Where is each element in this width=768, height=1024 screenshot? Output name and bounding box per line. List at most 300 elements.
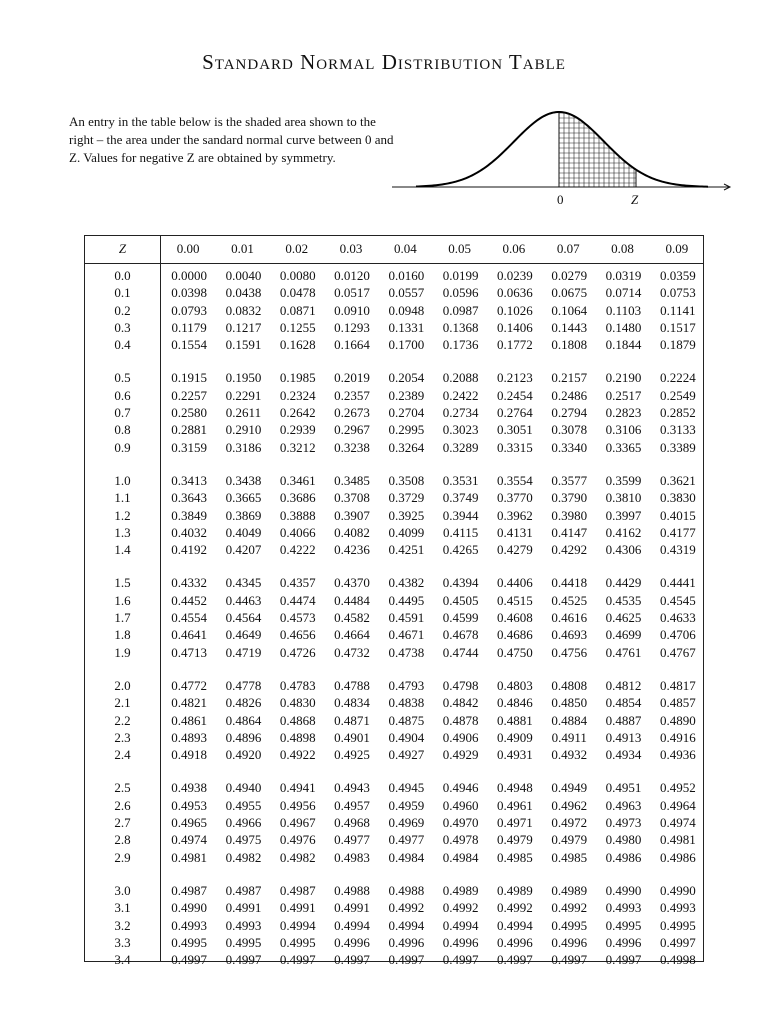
table-row: [85, 574, 705, 591]
table-cell: 0.4994: [497, 917, 533, 933]
table-cell: 0.3340: [551, 439, 588, 455]
table-cell: 0.3365: [605, 439, 642, 455]
table-cell: 0.4881: [497, 712, 533, 728]
z-value: 1.4: [114, 542, 131, 558]
table-cell: 0.4996: [442, 934, 479, 950]
table-row: [85, 934, 705, 951]
table-cell: 0.3830: [659, 490, 696, 506]
table-cell: 0.4306: [605, 542, 642, 558]
table-cell: 0.1736: [442, 337, 479, 353]
row-group: [85, 779, 705, 865]
table-row: [85, 779, 705, 796]
column-header: 0.00: [176, 241, 200, 256]
table-cell: 0.4750: [497, 644, 533, 660]
table-cell: 0.4955: [225, 797, 262, 813]
table-cell: 0.4898: [279, 729, 316, 745]
table-cell: 0.1844: [605, 337, 642, 353]
z-value: 2.5: [114, 780, 131, 796]
intro-paragraph: An entry in the table below is the shaded area shown to the right – the area under the sandard normal curve between 0 and Z. Values for negative Z are obtained by symmetry.: [69, 114, 394, 165]
table-cell: 0.4515: [497, 592, 533, 608]
table-cell: 0.4099: [388, 524, 425, 540]
z-value: 3.1: [114, 900, 131, 916]
table-cell: 0.2054: [388, 370, 425, 386]
table-cell: 0.4901: [334, 729, 370, 745]
table-cell: 0.4429: [605, 575, 642, 591]
table-cell: 0.4968: [334, 815, 370, 831]
table-cell: 0.3907: [334, 507, 370, 523]
table-cell: 0.4975: [225, 832, 262, 848]
table-cell: 0.4452: [171, 592, 208, 608]
table-cell: 0.4292: [551, 542, 588, 558]
table-row: [85, 302, 705, 319]
table-cell: 0.4678: [442, 627, 479, 643]
table-cell: 0.4997: [334, 952, 370, 968]
table-cell: 0.4032: [171, 524, 208, 540]
table-cell: 0.1103: [605, 302, 642, 318]
table-cell: 0.1915: [171, 370, 208, 386]
table-cell: 0.4871: [334, 712, 370, 728]
table-cell: 0.4265: [442, 542, 479, 558]
table-row: [85, 369, 705, 386]
table-cell: 0.4993: [605, 900, 642, 916]
z-value: 0.3: [114, 319, 131, 335]
table-cell: 0.2257: [171, 387, 208, 403]
table-cell: 0.4772: [171, 677, 208, 693]
table-cell: 0.2642: [279, 405, 316, 421]
table-cell: 0.1064: [551, 302, 588, 318]
table-cell: 0.4382: [388, 575, 425, 591]
table-cell: 0.0910: [334, 302, 370, 318]
table-cell: 0.4744: [442, 644, 479, 660]
table-cell: 0.4967: [279, 815, 316, 831]
table-cell: 0.2673: [334, 405, 370, 421]
table-cell: 0.3621: [659, 472, 696, 488]
table-cell: 0.2324: [279, 387, 316, 403]
table-cell: 0.4525: [551, 592, 588, 608]
row-group: [85, 677, 705, 763]
table-cell: 0.4987: [225, 882, 262, 898]
table-cell: 0.4864: [225, 712, 262, 728]
z-value: 2.9: [114, 849, 131, 865]
table-cell: 0.2389: [388, 387, 425, 403]
table-cell: 0.0793: [171, 302, 208, 318]
table-cell: 0.0596: [442, 285, 479, 301]
table-cell: 0.4279: [497, 542, 533, 558]
table-cell: 0.4974: [171, 832, 208, 848]
table-cell: 0.2704: [388, 405, 425, 421]
table-cell: 0.4394: [442, 575, 479, 591]
table-cell: 0.4671: [388, 627, 425, 643]
table-cell: 0.4990: [659, 882, 696, 898]
table-cell: 0.4998: [659, 952, 696, 968]
table-cell: 0.1255: [279, 319, 316, 335]
table-cell: 0.4357: [279, 575, 316, 591]
table-cell: 0.3790: [551, 490, 588, 506]
table-cell: 0.4994: [442, 917, 479, 933]
z-value: 0.5: [114, 370, 131, 386]
table-cell: 0.4945: [388, 780, 425, 796]
table-cell: 0.4591: [388, 610, 425, 626]
table-cell: 0.4699: [605, 627, 642, 643]
z-value: 3.4: [114, 952, 131, 968]
table-cell: 0.4207: [225, 542, 262, 558]
table-cell: 0.2995: [388, 422, 425, 438]
table-cell: 0.4916: [659, 729, 696, 745]
table-cell: 0.1950: [225, 370, 262, 386]
table-cell: 0.1985: [279, 370, 316, 386]
table-cell: 0.2123: [497, 370, 533, 386]
table-cell: 0.1664: [334, 337, 370, 353]
table-cell: 0.1443: [551, 319, 588, 335]
table-cell: 0.2157: [551, 370, 588, 386]
table-cell: 0.4962: [551, 797, 588, 813]
table-cell: 0.4857: [659, 695, 696, 711]
table-row: [85, 644, 705, 661]
table-cell: 0.4931: [497, 747, 533, 763]
table-cell: 0.4989: [497, 882, 533, 898]
table-cell: 0.3869: [225, 507, 262, 523]
table-cell: 0.4989: [442, 882, 479, 898]
table-cell: 0.4994: [279, 917, 316, 933]
table-cell: 0.4997: [171, 952, 208, 968]
table-cell: 0.1591: [225, 337, 262, 353]
z-value: 2.8: [114, 832, 131, 848]
table-cell: 0.2881: [171, 422, 208, 438]
column-header: 0.06: [502, 241, 526, 256]
table-cell: 0.4236: [334, 542, 370, 558]
table-row: [85, 899, 705, 916]
z-value: 1.9: [114, 644, 131, 660]
table-cell: 0.4997: [279, 952, 316, 968]
table-cell: 0.4821: [171, 695, 208, 711]
table-cell: 0.1517: [659, 319, 696, 335]
table-cell: 0.4726: [279, 644, 316, 660]
table-row: [85, 831, 705, 848]
table-cell: 0.4991: [279, 900, 316, 916]
table-cell: 0.4812: [605, 677, 642, 693]
table-cell: 0.4495: [388, 592, 425, 608]
table-cell: 0.4993: [225, 917, 262, 933]
table-cell: 0.4115: [442, 524, 479, 540]
table-cell: 0.4991: [225, 900, 262, 916]
table-cell: 0.3051: [497, 422, 533, 438]
table-cell: 0.4767: [659, 644, 696, 660]
z-value: 2.0: [114, 677, 131, 693]
z-column-header: Z: [118, 241, 127, 256]
table-cell: 0.4761: [605, 644, 642, 660]
table-cell: 0.4474: [279, 592, 316, 608]
table-cell: 0.3264: [388, 439, 425, 455]
table-row: [85, 336, 705, 353]
table-cell: 0.2224: [659, 370, 696, 386]
column-header: 0.04: [393, 241, 417, 256]
z-value: 2.1: [114, 695, 131, 711]
table-cell: 0.4554: [171, 610, 208, 626]
normal-curve-figure: [392, 108, 734, 212]
table-cell: 0.4778: [225, 677, 262, 693]
table-cell: 0.2764: [497, 405, 533, 421]
table-cell: 0.2517: [605, 387, 642, 403]
table-cell: 0.4992: [442, 900, 479, 916]
table-cell: 0.3438: [225, 472, 262, 488]
table-cell: 0.2454: [497, 387, 533, 403]
table-cell: 0.4992: [497, 900, 533, 916]
z-value: 1.5: [114, 575, 131, 591]
table-cell: 0.4788: [334, 677, 370, 693]
table-cell: 0.4959: [388, 797, 425, 813]
table-cell: 0.2852: [659, 405, 696, 421]
z-value: 1.0: [114, 472, 131, 488]
table-cell: 0.4934: [605, 747, 642, 763]
table-cell: 0.2939: [279, 422, 316, 438]
table-cell: 0.4949: [551, 780, 588, 796]
table-cell: 0.4564: [225, 610, 262, 626]
table-cell: 0.4732: [334, 644, 370, 660]
table-cell: 0.4834: [334, 695, 370, 711]
table-cell: 0.4995: [279, 934, 316, 950]
table-cell: 0.4995: [225, 934, 262, 950]
table-cell: 0.2549: [659, 387, 696, 403]
table-cell: 0.4505: [442, 592, 479, 608]
table-cell: 0.0478: [279, 285, 316, 301]
table-cell: 0.4332: [171, 575, 208, 591]
table-cell: 0.4625: [605, 610, 642, 626]
table-cell: 0.4838: [388, 695, 425, 711]
table-cell: 0.4974: [659, 815, 696, 831]
table-cell: 0.4693: [551, 627, 588, 643]
table-cell: 0.4963: [605, 797, 642, 813]
column-header: 0.03: [339, 241, 363, 256]
table-row: [85, 677, 705, 694]
table-cell: 0.4875: [388, 712, 425, 728]
table-cell: 0.1406: [497, 319, 533, 335]
table-cell: 0.4066: [279, 524, 316, 540]
table-cell: 0.3749: [442, 490, 479, 506]
table-cell: 0.4994: [388, 917, 425, 933]
column-header: 0.09: [665, 241, 689, 256]
table-cell: 0.4738: [388, 644, 425, 660]
table-cell: 0.4951: [605, 780, 642, 796]
table-cell: 0.3508: [388, 472, 425, 488]
table-row: [85, 797, 705, 814]
table-cell: 0.4713: [171, 644, 208, 660]
table-cell: 0.0359: [659, 268, 696, 283]
table-cell: 0.2967: [334, 422, 370, 438]
table-cell: 0.4927: [388, 747, 425, 763]
column-header: 0.08: [611, 241, 634, 256]
table-cell: 0.4850: [551, 695, 588, 711]
table-cell: 0.4608: [497, 610, 533, 626]
table-cell: 0.4887: [605, 712, 642, 728]
table-cell: 0.4984: [442, 849, 479, 865]
table-row: [85, 421, 705, 438]
table-cell: 0.4906: [442, 729, 479, 745]
table-cell: 0.4965: [171, 815, 208, 831]
table-row: [85, 592, 705, 609]
table-cell: 0.0871: [279, 302, 316, 318]
table-cell: 0.4535: [605, 592, 642, 608]
table-cell: 0.4890: [659, 712, 696, 728]
table-cell: 0.4463: [225, 592, 262, 608]
table-row: [85, 712, 705, 729]
table-cell: 0.4904: [388, 729, 425, 745]
table-cell: 0.4664: [334, 627, 370, 643]
table-cell: 0.0000: [171, 268, 208, 283]
table-cell: 0.1368: [442, 319, 479, 335]
table-cell: 0.0120: [334, 268, 370, 283]
z-value: 2.2: [114, 712, 131, 728]
table-cell: 0.4943: [334, 780, 370, 796]
table-cell: 0.4918: [171, 747, 208, 763]
table-cell: 0.4984: [388, 849, 425, 865]
table-cell: 0.4997: [497, 952, 533, 968]
table-cell: 0.4406: [497, 575, 533, 591]
table-cell: 0.4960: [442, 797, 479, 813]
z-value: 1.8: [114, 627, 131, 643]
table-cell: 0.4911: [551, 729, 587, 745]
table-cell: 0.4953: [171, 797, 208, 813]
row-group: [85, 472, 705, 558]
table-cell: 0.4649: [225, 627, 262, 643]
table-cell: 0.4997: [659, 934, 696, 950]
table-cell: 0.3531: [442, 472, 479, 488]
table-cell: 0.4973: [605, 815, 642, 831]
table-cell: 0.4995: [551, 917, 588, 933]
z-value: 0.2: [114, 302, 131, 318]
row-group: [85, 369, 705, 455]
table-row: [85, 849, 705, 866]
table-cell: 0.4015: [659, 507, 696, 523]
table-cell: 0.1026: [497, 302, 533, 318]
table-cell: 0.4633: [659, 610, 696, 626]
z-value: 0.7: [114, 405, 131, 421]
z-value: 1.6: [114, 592, 131, 608]
table-cell: 0.2088: [442, 370, 479, 386]
table-cell: 0.3461: [279, 472, 316, 488]
table-cell: 0.4913: [605, 729, 642, 745]
table-cell: 0.3980: [551, 507, 588, 523]
table-cell: 0.4979: [497, 832, 533, 848]
table-cell: 0.2190: [605, 370, 642, 386]
table-row: [85, 746, 705, 763]
table-row: [85, 729, 705, 746]
table-cell: 0.3078: [551, 422, 588, 438]
table-cell: 0.4948: [497, 780, 533, 796]
table-cell: 0.1879: [659, 337, 696, 353]
header-divider: [85, 263, 703, 264]
z-value: 2.4: [114, 747, 131, 763]
table-cell: 0.4920: [225, 747, 262, 763]
table-cell: 0.4987: [279, 882, 316, 898]
table-cell: 0.4162: [605, 524, 642, 540]
table-cell: 0.3106: [605, 422, 642, 438]
table-cell: 0.4980: [605, 832, 642, 848]
table-cell: 0.0398: [171, 285, 208, 301]
table-cell: 0.0832: [225, 302, 262, 318]
z-label: Z: [631, 192, 639, 207]
table-row: [85, 882, 705, 899]
z-value: 0.6: [114, 387, 131, 403]
table-cell: 0.1628: [279, 337, 316, 353]
table-cell: 0.2734: [442, 405, 479, 421]
table-cell: 0.4616: [551, 610, 588, 626]
table-cell: 0.4993: [659, 900, 696, 916]
table-cell: 0.4922: [279, 747, 316, 763]
table-cell: 0.4147: [551, 524, 588, 540]
table-cell: 0.1179: [171, 319, 207, 335]
table-row: [85, 524, 705, 541]
table-cell: 0.4994: [334, 917, 370, 933]
table-cell: 0.4082: [334, 524, 370, 540]
column-header: 0.02: [285, 241, 309, 256]
table-row: [85, 472, 705, 489]
table-row: [85, 541, 705, 558]
table-cell: 0.3925: [388, 507, 425, 523]
table-cell: 0.4992: [551, 900, 588, 916]
table-cell: 0.0199: [442, 268, 479, 283]
table-cell: 0.2611: [225, 405, 262, 421]
table-cell: 0.0636: [497, 285, 533, 301]
table-cell: 0.3413: [171, 472, 208, 488]
table-cell: 0.3159: [171, 439, 208, 455]
table-cell: 0.4545: [659, 592, 696, 608]
table-cell: 0.4957: [334, 797, 370, 813]
table-cell: 0.0040: [225, 268, 262, 283]
row-group: [85, 267, 705, 353]
table-cell: 0.3708: [334, 490, 370, 506]
table-cell: 0.4961: [497, 797, 533, 813]
z-value: 0.1: [114, 285, 131, 301]
row-group: [85, 574, 705, 660]
table-cell: 0.2823: [605, 405, 642, 421]
table-cell: 0.4641: [171, 627, 208, 643]
table-cell: 0.1331: [388, 319, 425, 335]
table-cell: 0.4826: [225, 695, 262, 711]
table-cell: 0.4418: [551, 575, 588, 591]
table-row: [85, 951, 705, 968]
table-cell: 0.4952: [659, 780, 696, 796]
z-value: 1.2: [114, 507, 131, 523]
table-cell: 0.2486: [551, 387, 588, 403]
table-cell: 0.4995: [659, 917, 696, 933]
table-cell: 0.4964: [659, 797, 696, 813]
shaded-area: [559, 108, 636, 187]
table-row: [85, 439, 705, 456]
table-cell: 0.4997: [388, 952, 425, 968]
z-value: 3.2: [114, 917, 131, 933]
column-header: 0.07: [556, 241, 580, 256]
table-cell: 0.0714: [605, 285, 642, 301]
z-table: [84, 235, 704, 968]
table-cell: 0.4946: [442, 780, 479, 796]
table-cell: 0.3665: [225, 490, 262, 506]
table-cell: 0.4997: [442, 952, 479, 968]
table-cell: 0.3888: [279, 507, 316, 523]
z-value: 2.6: [114, 797, 131, 813]
table-cell: 0.4997: [605, 952, 642, 968]
table-cell: 0.3389: [659, 439, 696, 455]
table-cell: 0.0239: [497, 268, 533, 283]
table-cell: 0.4938: [171, 780, 208, 796]
table-cell: 0.4986: [659, 849, 696, 865]
table-cell: 0.3238: [334, 439, 370, 455]
table-cell: 0.4706: [659, 627, 696, 643]
table-cell: 0.4878: [442, 712, 479, 728]
table-cell: 0.4932: [551, 747, 588, 763]
table-cell: 0.0987: [442, 302, 479, 318]
table-cell: 0.4996: [551, 934, 588, 950]
table-cell: 0.4719: [225, 644, 262, 660]
